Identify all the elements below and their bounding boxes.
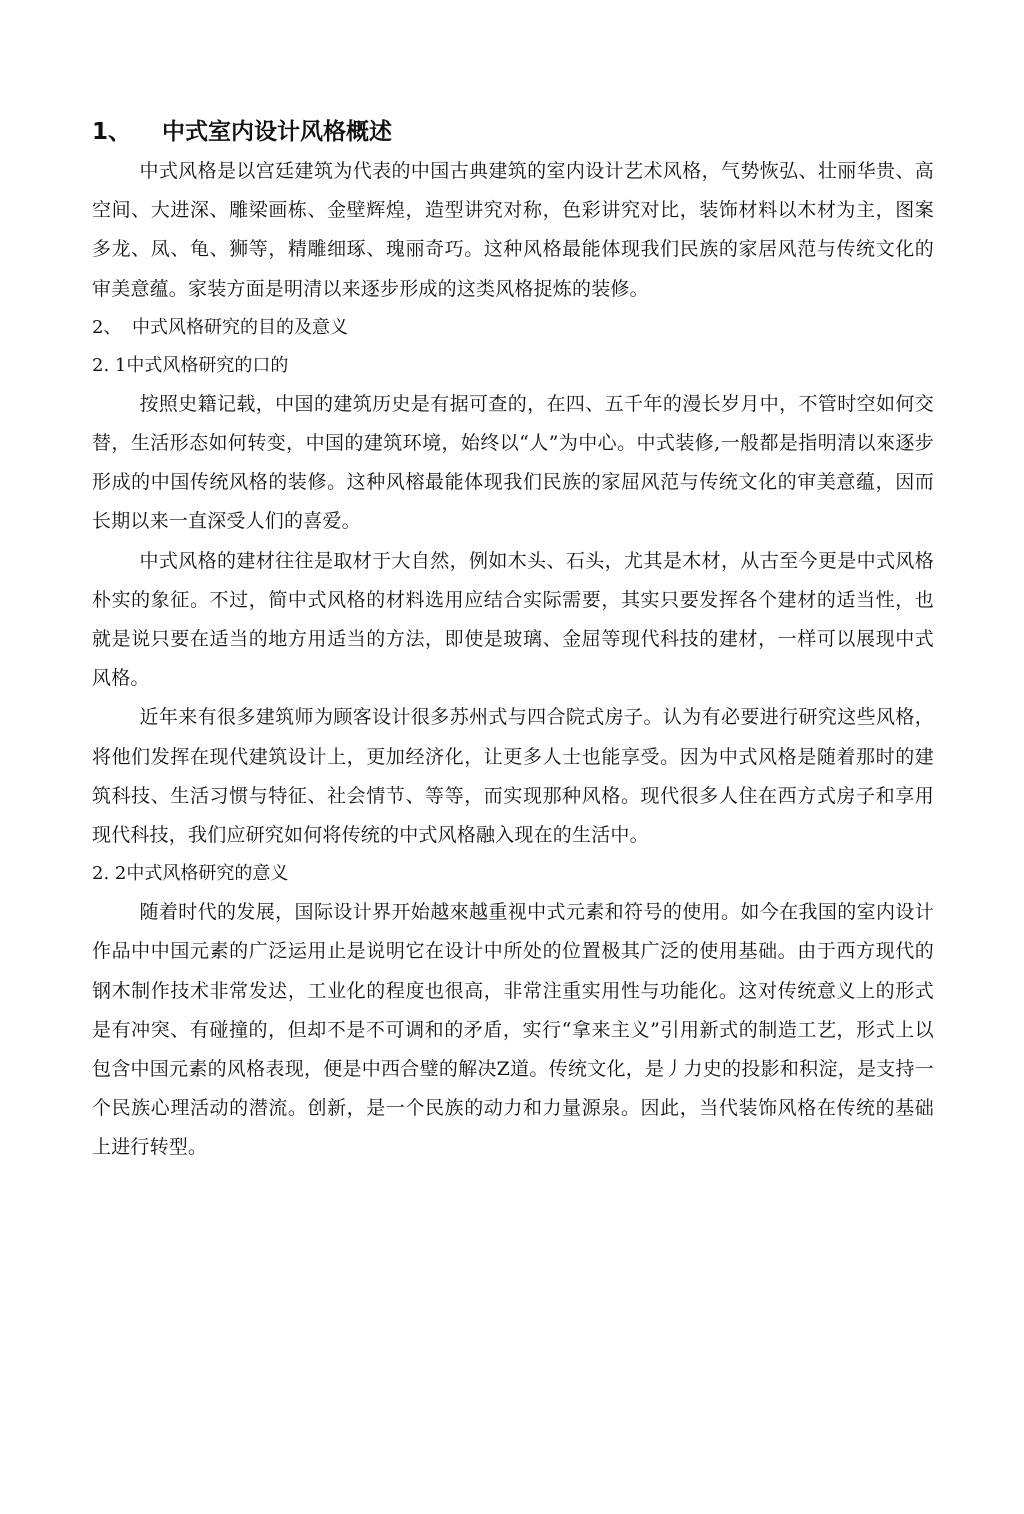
section-2-1-paragraph-1: 按照史籍记载，中国的建筑历史是有据可查的，在四、五千年的漫长岁月中，不管时空如何交替，生活形态如何转变，中国的建筑环境，始终以“人”为中心。中式装修,一般都是指明清以來逐步形成的中国传统风格的装修。这种风榕最能体现我们民族的家屈风范与传统文化的审美意蕴，因而长期以来一直深受人们的喜爱。: [92, 392, 934, 533]
section-2-number: 2、: [92, 316, 122, 338]
section-2-2-heading: 2. 2中式风格研究的意义: [92, 863, 289, 885]
section-1-heading: [92, 112, 934, 152]
section-2-title: 中式风格研究的目的及意义: [132, 316, 348, 338]
document-body: [92, 112, 934, 1168]
section-2-1-heading: 2. 1中式风格研究的口的: [92, 354, 289, 376]
section-2-1-paragraph-3: 近年来有很多建筑师为顾客设计很多苏州式与四合院式房子。认为有必要进行研究这些风格，将他们发挥在现代建筑设计上，更加经济化，让更多人士也能享受。因为中式风格是随着那时的建筑科技、生活习惯与特征、社会情节、等等，而实现那种风格。现代很多人住在西方式房子和享用现代科技，我们应研究如何将传统的中式风格融入现在的生活中。: [92, 706, 934, 847]
section-2-2-paragraph: 随着时代的发展，国际设计界开始越來越重视中式元素和符号的使用。如今在我国的室内设计作品中中国元素的广泛运用止是说明它在设计中所处的位置极其广泛的使用基础。由于西方现代的钢木制作技术非常发迖，工业化的程度也很高，非常注重实用性与功能化。这对传统意义上的形式是有冲突、有碰撞的，但却不是不可调和的矛盾，实行“拿来主义”引用新式的制造工艺，形式上以包含中国元素的风格表现，便是中西合璧的解决Z道。传统文化，是丿力史的投影和积淀，是支持一个民族心理活动的潜流。创新，是一个民族的动力和力量源泉。因此，当代装饰风格在传统的基础上进行转型。: [92, 901, 934, 1159]
section-1-paragraph: 中式风格是以宫廷建筑为代表的中国古典建筑的室内设计艺术风格，气势恢弘、壮丽华贵、高空间、大进深、雕梁画栋、金壁辉煌，造型讲究对称，色彩讲究对比，装饰材料以木材为主，图案多龙、凤、龟、狮等，精雕细琢、瑰丽奇巧。这种风格最能体现我们民族的家居风范与传统文化的审美意蕴。家装方面是明清以来逐步形成的这类风格捉炼的装修。: [92, 160, 934, 300]
section-2-heading: [92, 309, 934, 347]
section-1-title: 中式室内设计风格概述: [162, 119, 392, 145]
section-1-number: 1、: [92, 119, 132, 145]
section-2-1-paragraph-2: 中式风格的建材往往是取材于大自然，例如木头、石头，尤其是木材，从古至今更是中式风格朴实的象征。不过，简中式风格的材料选用应结合实际需要，其实只要发挥各个建材的适当性，也就是说只要在适当的地方用适当的方法，即使是玻璃、金屈等现代科技的建材，一样可以展现中式风格。: [92, 549, 934, 690]
